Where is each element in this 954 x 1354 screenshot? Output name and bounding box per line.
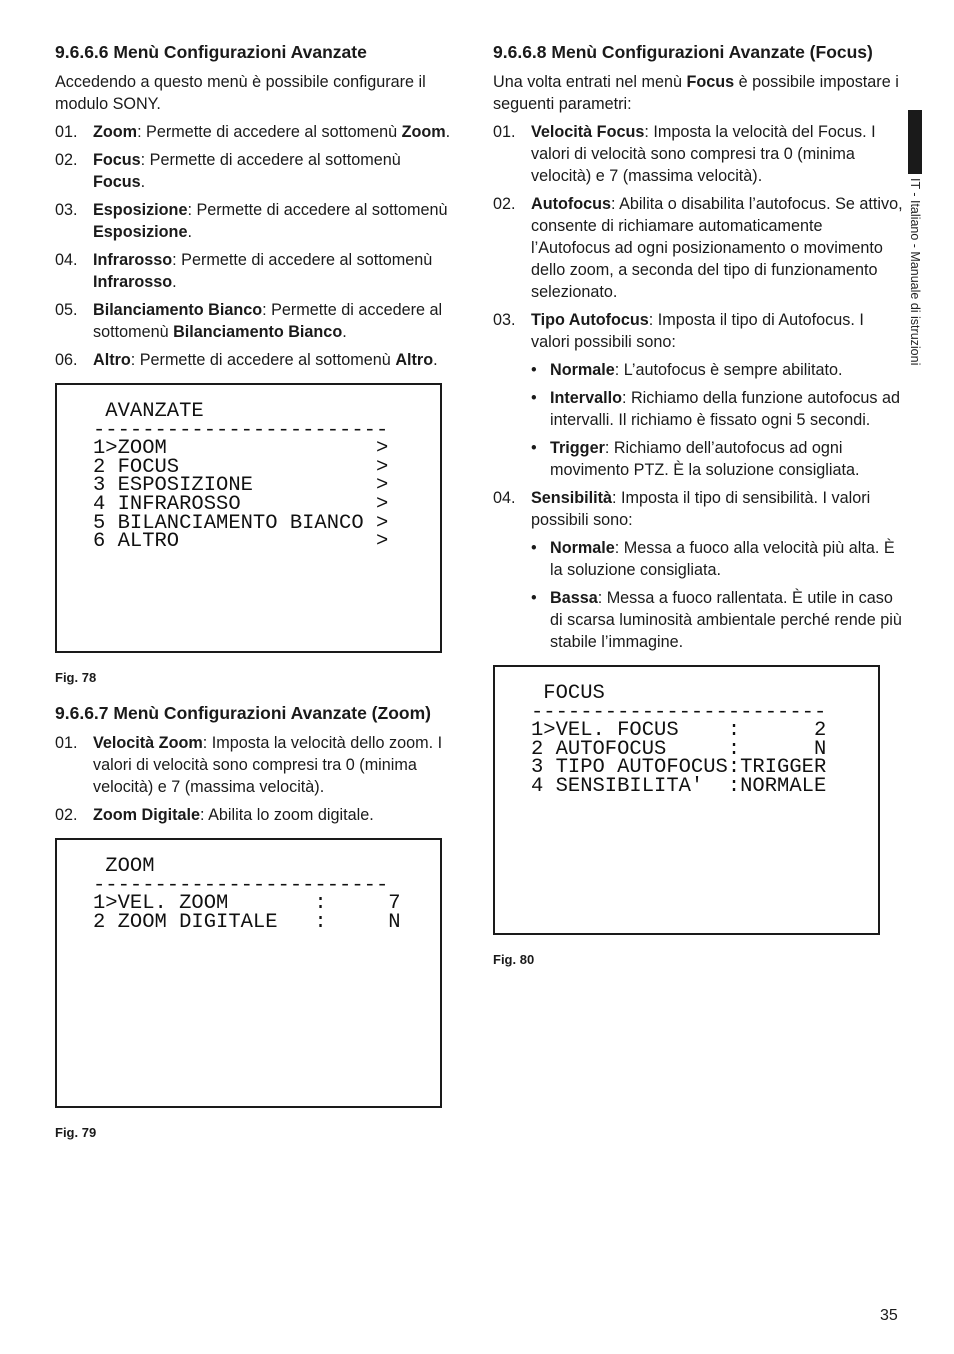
figure-caption: Fig. 78 (55, 670, 97, 685)
section-intro: Una volta entrati nel menù Focus è possibile impostare i seguenti parametri: (493, 73, 899, 113)
list-item: 01. Zoom: Permette di accedere al sottomenù Zoom. (55, 123, 451, 141)
bullet-item: • Intervallo: Richiamo della funzione autofocus ad intervalli. Il richiamo è fissato ogni 5 secondi. (531, 389, 901, 429)
section-heading-advanced: 9.6.6.6 Menù Configurazioni Avanzate (55, 42, 367, 62)
osd-screen-focus: FOCUS ------------------------ 1>VEL. FOCUS : 2 2 AUTOFOCUS : N 3 TIPO AUTOFOCUS:TRIGGER 4 SENSIBILITA' :NORMALE (493, 665, 880, 935)
list-item: 03. Tipo Autofocus: Imposta il tipo di Autofocus. I valori possibili sono: (493, 311, 864, 351)
list-item: 01. Velocità Focus: Imposta la velocità del Focus. I valori di velocità sono compresi tra 0 (minima velocità) e 7 (massima velocità). (493, 123, 876, 185)
language-tab (908, 110, 922, 174)
list-item: 04. Infrarosso: Permette di accedere al sottomenù Infrarosso. (55, 251, 433, 291)
left-column (55, 40, 455, 1156)
right-column (493, 40, 903, 983)
osd-screen-zoom: ZOOM ------------------------ 1>VEL. ZOOM : 7 2 ZOOM DIGITALE : N (55, 838, 442, 1108)
section-heading-focus: 9.6.6.8 Menù Configurazioni Avanzate (Focus) (493, 42, 873, 62)
bullet-item: • Normale: Messa a fuoco alla velocità più alta. È la soluzione consigliata. (531, 539, 895, 579)
figure-caption: Fig. 79 (55, 1125, 97, 1140)
list-item: 03. Esposizione: Permette di accedere al sottomenù Esposizione. (55, 201, 448, 241)
osd-screen-advanced: AVANZATE ------------------------ 1>ZOOM > 2 FOCUS > 3 ESPOSIZIONE > 4 INFRAROSSO > 5 BILANCIAMENTO BIANCO > 6 ALTRO > (55, 383, 442, 653)
figure-caption: Fig. 80 (493, 952, 535, 967)
list-item: 02. Zoom Digitale: Abilita lo zoom digitale. (55, 806, 374, 824)
list-item: 01. Velocità Zoom: Imposta la velocità dello zoom. I valori di velocità sono compresi tra 0 (minima velocità) e 7 (massima velocità). (55, 734, 443, 796)
page-number: 35 (880, 1307, 898, 1324)
sidebar-label: IT - Italiano - Manuale di istruzioni (908, 178, 922, 366)
list-item: 06. Altro: Permette di accedere al sottomenù Altro. (55, 351, 438, 369)
section-heading-zoom: 9.6.6.7 Menù Configurazioni Avanzate (Zoom) (55, 703, 431, 723)
bullet-item: • Bassa: Messa a fuoco rallentata. È utile in caso di scarsa luminosità ambientale perché rende più stabile l’immagine. (531, 589, 902, 651)
list-item: 02. Autofocus: Abilita o disabilita l’autofocus. Se attivo, consente di richiamare automaticamente l’Autofocus ad ogni posizionamento o movimento dello zoom, a seconda del tipo di funzionamento selezionato. (493, 195, 903, 301)
bullet-item: • Trigger: Richiamo dell’autofocus ad ogni movimento PTZ. È la soluzione consigliata. (531, 439, 860, 479)
section-intro: Accedendo a questo menù è possibile configurare il modulo SONY. (55, 73, 426, 113)
list-item: 05. Bilanciamento Bianco: Permette di accedere al sottomenù Bilanciamento Bianco. (55, 301, 443, 341)
list-item: 02. Focus: Permette di accedere al sottomenù Focus. (55, 151, 401, 191)
bullet-item: • Normale: L’autofocus è sempre abilitato. (531, 361, 843, 379)
list-item: 04. Sensibilità: Imposta il tipo di sensibilità. I valori possibili sono: (493, 489, 871, 529)
